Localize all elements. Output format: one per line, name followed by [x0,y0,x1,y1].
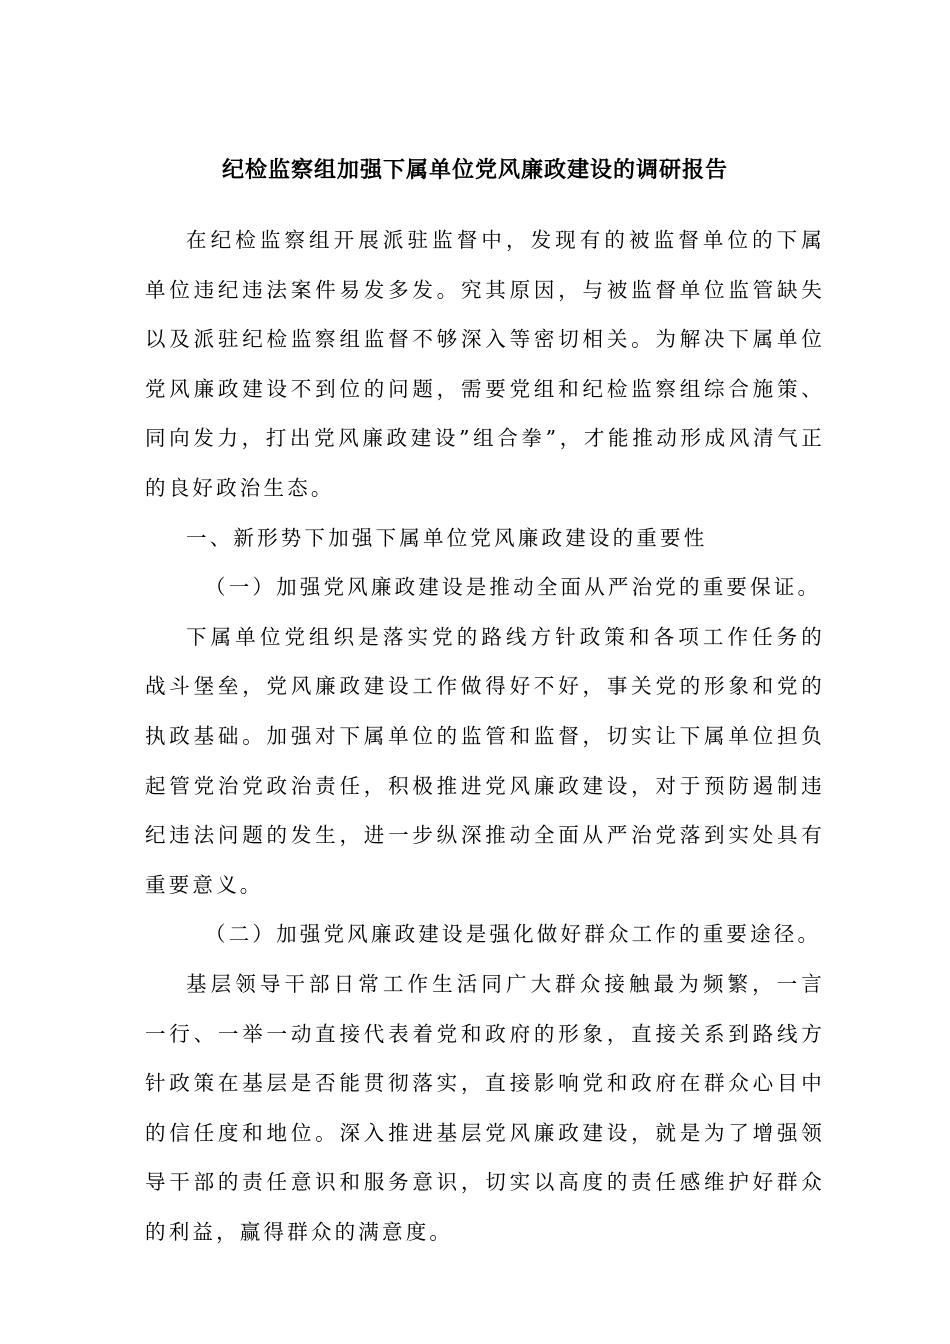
subsection-2-paragraph: 基层领导干部日常工作生活同广大群众接触最为频繁，一言一行、一举一动直接代表着党和政府的形象，直接关系到路线方针政策在基层是否能贯彻落实，直接影响党和政府在群众心目中的信任度和地位。深入推进基层党风廉政建设，就是为了增强领导干部的责任意识和服务意识，切实以高度的责任感维护好群众的利益，赢得群众的满意度。 [145,971,825,1244]
subsection-2-heading: （二）加强党风廉政建设是强化做好群众工作的重要途径。 [205,922,822,947]
document-title: 纪检监察组加强下属单位党风廉政建设的调研报告 [221,158,728,183]
subsection-1-paragraph: 下属单位党组织是落实党的路线方针政策和各项工作任务的战斗堡垒，党风廉政建设工作做得好不好，事关党的形象和党的执政基础。加强对下属单位的监管和监督，切实让下属单位担负起管党治党政治责任，积极推进党风廉政建设，对于预防遏制违纪违法问题的发生，进一步纵深推动全面从严治党落到实处具有重要意义。 [145,624,825,897]
section-1-heading: 一、新形势下加强下属单位党风廉政建设的重要性 [186,525,708,550]
intro-paragraph: 在纪检监察组开展派驻监督中，发现有的被监督单位的下属单位违纪违法案件易发多发。究其原因，与被监督单位监管缺失以及派驻纪检监察组监督不够深入等密切相关。为解决下属单位党风廉政建设不到位的问题，需要党组和纪检监察组综合施策、同向发力，打出党风廉政建设”组合拳”，才能推动形成风清气正的良好政治生态。 [145,228,825,500]
subsection-1-heading: （一）加强党风廉政建设是推动全面从严治党的重要保证。 [205,575,822,600]
document-body [145,216,825,1257]
